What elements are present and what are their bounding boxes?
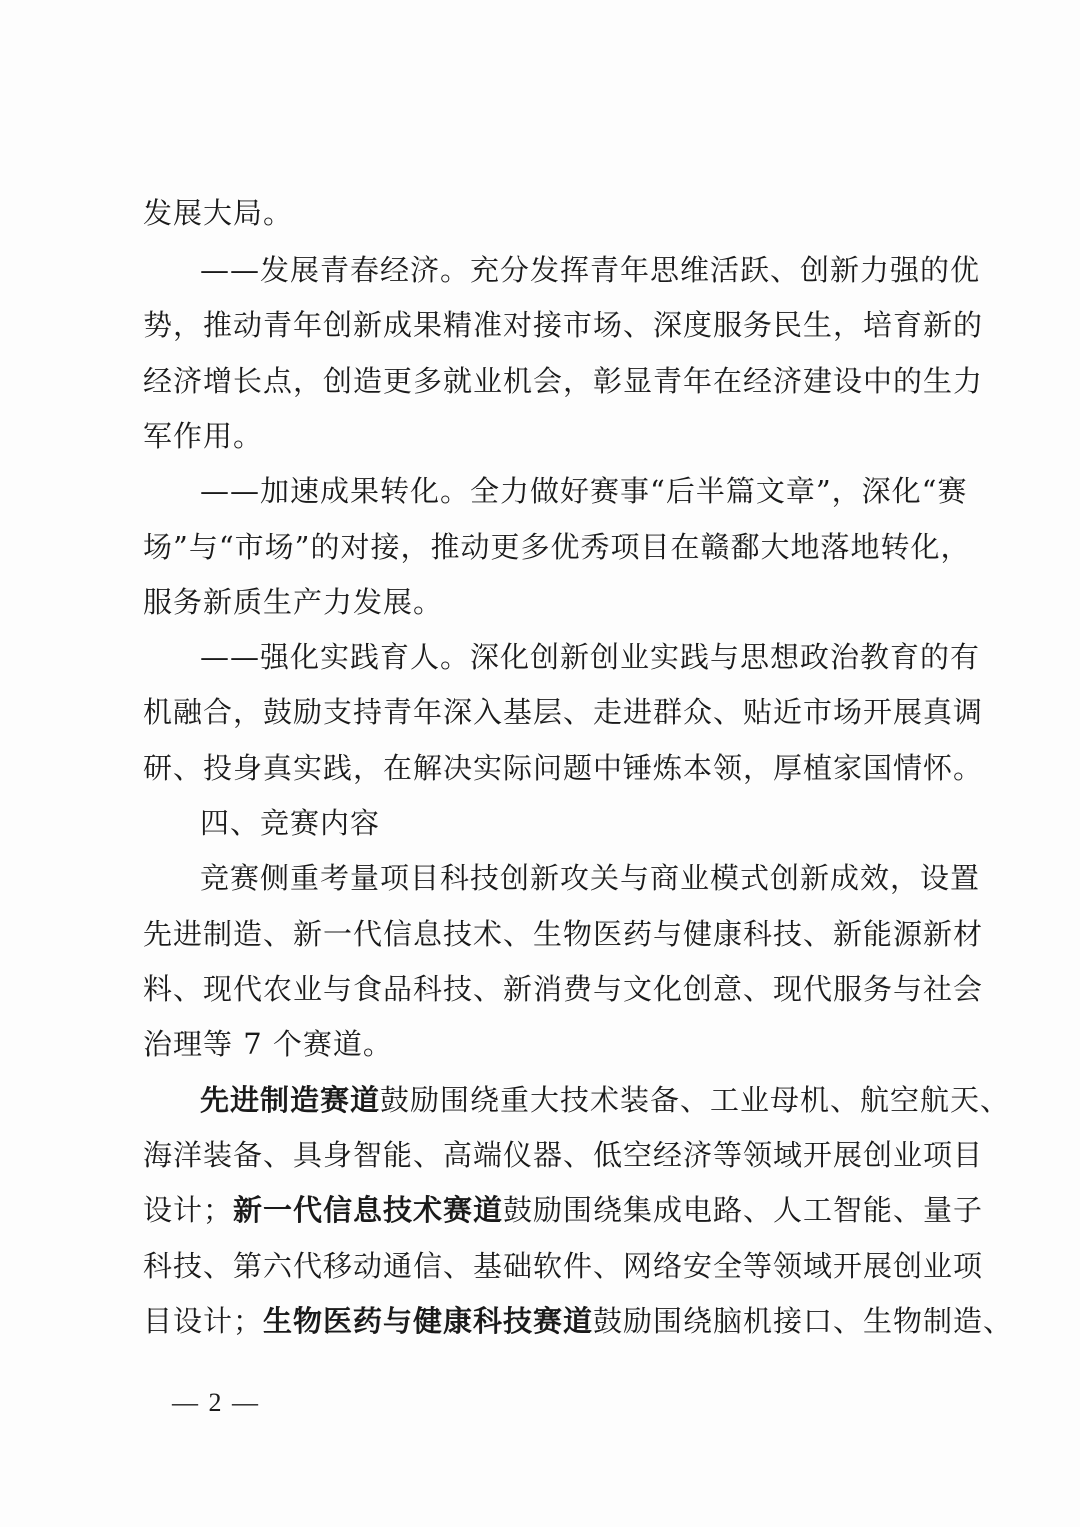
text-run: 四、竞赛内容	[200, 806, 381, 840]
text-line	[143, 361, 984, 401]
text-line	[143, 969, 984, 1009]
text-run: 治理等 7 个赛道。	[143, 1027, 393, 1061]
text-run: 科技、第六代移动通信、基础软件、网络安全等领域开展创业项	[143, 1249, 984, 1283]
text-line	[143, 1246, 984, 1286]
page-number: — 2 —	[172, 1388, 260, 1417]
track-name: 新一代信息技术赛道	[233, 1193, 504, 1227]
text-line	[200, 637, 981, 677]
text-line	[143, 692, 984, 732]
text-line	[143, 1135, 984, 1175]
text-run: ——强化实践育人。深化创新创业实践与思想政治教育的有	[200, 640, 981, 674]
text-line	[143, 914, 984, 954]
text-line	[143, 416, 938, 456]
track-name: 先进制造赛道	[200, 1083, 381, 1117]
text-run: ——发展青春经济。充分发挥青年思维活跃、创新力强的优	[200, 253, 981, 287]
text-line	[143, 527, 971, 567]
text-run: 鼓励围绕集成电路、人工智能、量子	[503, 1193, 984, 1227]
text-run: 海洋装备、具身智能、高端仪器、低空经济等领域开展创业项目	[143, 1138, 984, 1172]
text-line	[200, 471, 968, 511]
text-line	[143, 1190, 984, 1230]
text-line	[143, 305, 984, 345]
text-run: 鼓励围绕重大技术装备、工业母机、航空航天、	[380, 1083, 1011, 1117]
text-run: 发展大局。	[143, 196, 294, 230]
text-run: 鼓励围绕脑机接口、生物制造、	[593, 1304, 1014, 1338]
text-line	[200, 858, 981, 898]
text-run: 先进制造、新一代信息技术、生物医药与健康科技、新能源新材	[143, 917, 984, 951]
text-run: ——加速成果转化。全力做好赛事“后半篇文章”，深化“赛	[200, 474, 968, 508]
text-run: 服务新质生产力发展。	[143, 585, 444, 619]
text-run: 场”与“市场”的对接，推动更多优秀项目在赣鄱大地落地转化，	[143, 530, 971, 564]
text-run: 设计；	[143, 1193, 234, 1227]
text-run: 目设计；	[143, 1304, 264, 1338]
text-line	[143, 1024, 938, 1064]
text-line	[143, 193, 938, 233]
text-run: 研、投身真实践，在解决实际问题中锤炼本领，厚植家国情怀。	[143, 751, 984, 785]
text-line	[143, 582, 938, 622]
text-run: 竞赛侧重考量项目科技创新攻关与商业模式创新成效，设置	[200, 861, 981, 895]
text-run: 机融合，鼓励支持青年深入基层、走进群众、贴近市场开展真调	[143, 695, 984, 729]
text-line	[200, 1080, 1011, 1120]
text-line	[143, 748, 984, 788]
text-run: 军作用。	[143, 419, 264, 453]
text-run: 料、现代农业与食品科技、新消费与文化创意、现代服务与社会	[143, 972, 984, 1006]
text-line	[143, 1301, 1014, 1341]
text-run: 势，推动青年创新成果精准对接市场、深度服务民生，培育新的	[143, 308, 984, 342]
track-name: 生物医药与健康科技赛道	[263, 1304, 594, 1338]
section-heading	[200, 803, 938, 843]
text-line	[200, 250, 981, 290]
text-run: 经济增长点，创造更多就业机会，彰显青年在经济建设中的生力	[143, 364, 984, 398]
